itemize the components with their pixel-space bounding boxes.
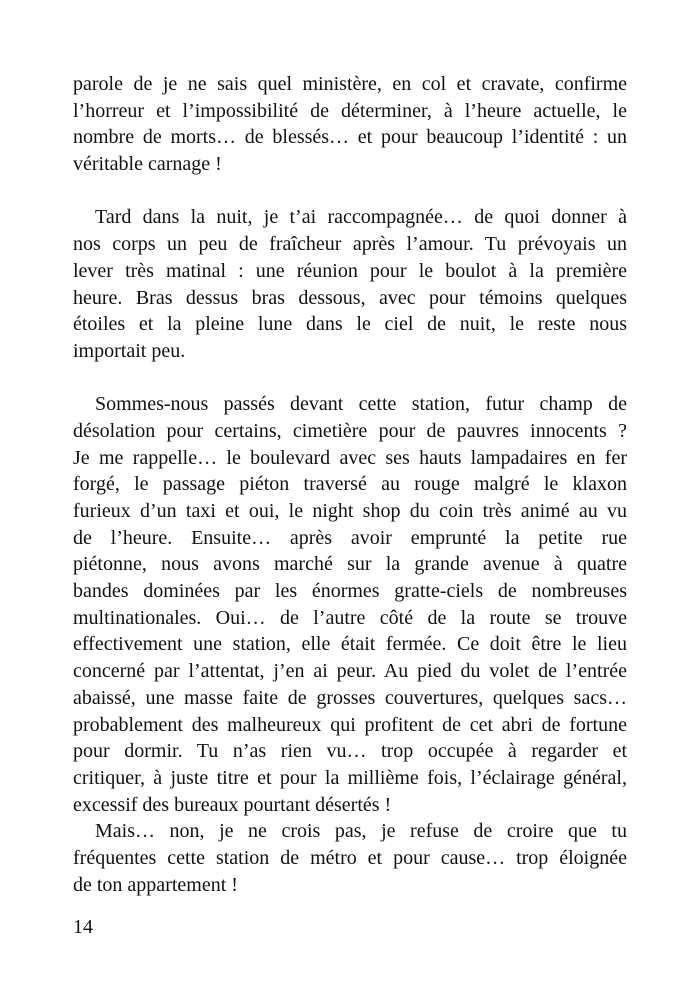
paragraph-2 xyxy=(73,204,627,364)
text-line: pour dormir. Tu n’as rien vu… trop occupée à regarder et xyxy=(73,740,627,763)
paragraph-3 xyxy=(73,391,627,818)
body-text xyxy=(73,71,627,898)
text-line: véritable carnage ! xyxy=(73,153,222,176)
text-line: Mais… non, je ne crois pas, je refuse de croire que tu xyxy=(95,820,627,843)
text-line: abaissé, une masse faite de grosses couvertures, quelques sacs… xyxy=(73,686,627,709)
text-line: étoiles et la pleine lune dans le ciel de nuit, le reste nous xyxy=(73,313,627,336)
text-line: excessif des bureaux pourtant désertés ! xyxy=(73,793,392,816)
text-line: furieux d’un taxi et oui, le night shop du coin très animé au vu xyxy=(73,500,627,522)
text-line: effectivement une station, elle était fermée. Ce doit être le lieu xyxy=(73,633,627,656)
text-line: multinationales. Oui… de l’autre côté de la route se trouve xyxy=(73,606,627,629)
text-line: de ton appartement ! xyxy=(73,873,238,896)
text-line: critiquer, à juste titre et pour la millième fois, l’éclairage général, xyxy=(73,766,627,789)
text-line: forgé, le passage piéton traversé au rouge malgré le klaxon xyxy=(73,473,627,496)
text-line: piétonne, nous avons marché sur la grande avenue à quatre xyxy=(73,553,627,576)
page-number: 14 xyxy=(73,916,93,938)
text-line: nos corps un peu de fraîcheur après l’amour. Tu prévoyais un xyxy=(73,233,627,256)
text-line: Je me rappelle… le boulevard avec ses hauts lampadaires en fer xyxy=(73,446,627,469)
text-line: heure. Bras dessus bras dessous, avec pour témoins quelques xyxy=(73,286,627,309)
text-line: lever très matinal : une réunion pour le boulot à la première xyxy=(73,259,627,282)
text-line: probablement des malheureux qui profitent de cet abri de fortune xyxy=(73,713,627,736)
text-line: de l’heure. Ensuite… après avoir emprunté la petite rue xyxy=(73,526,627,549)
text-line: importait peu. xyxy=(73,339,186,362)
text-line: Sommes-nous passés devant cette station, futur champ de xyxy=(95,393,627,416)
paragraph-4 xyxy=(73,818,627,898)
text-line: parole de je ne sais quel ministère, en col et cravate, confirme xyxy=(73,73,627,95)
text-line: concerné par l’attentat, j’en ai peur. Au pied du volet de l’entrée xyxy=(73,660,627,683)
text-line: bandes dominées par les énormes gratte-ciels de nombreuses xyxy=(73,580,627,603)
paragraph-1 xyxy=(73,71,627,178)
text-line: l’horreur et l’impossibilité de déterminer, à l’heure actuelle, le xyxy=(73,99,627,122)
text-line: désolation pour certains, cimetière pour de pauvres innocents ? xyxy=(73,419,627,442)
text-line: Tard dans la nuit, je t’ai raccompagnée… de quoi donner à xyxy=(95,206,627,229)
text-line: fréquentes cette station de métro et pour cause… trop éloignée xyxy=(73,846,627,869)
text-line: nombre de morts… de blessés… et pour beaucoup l’identité : un xyxy=(73,126,627,149)
